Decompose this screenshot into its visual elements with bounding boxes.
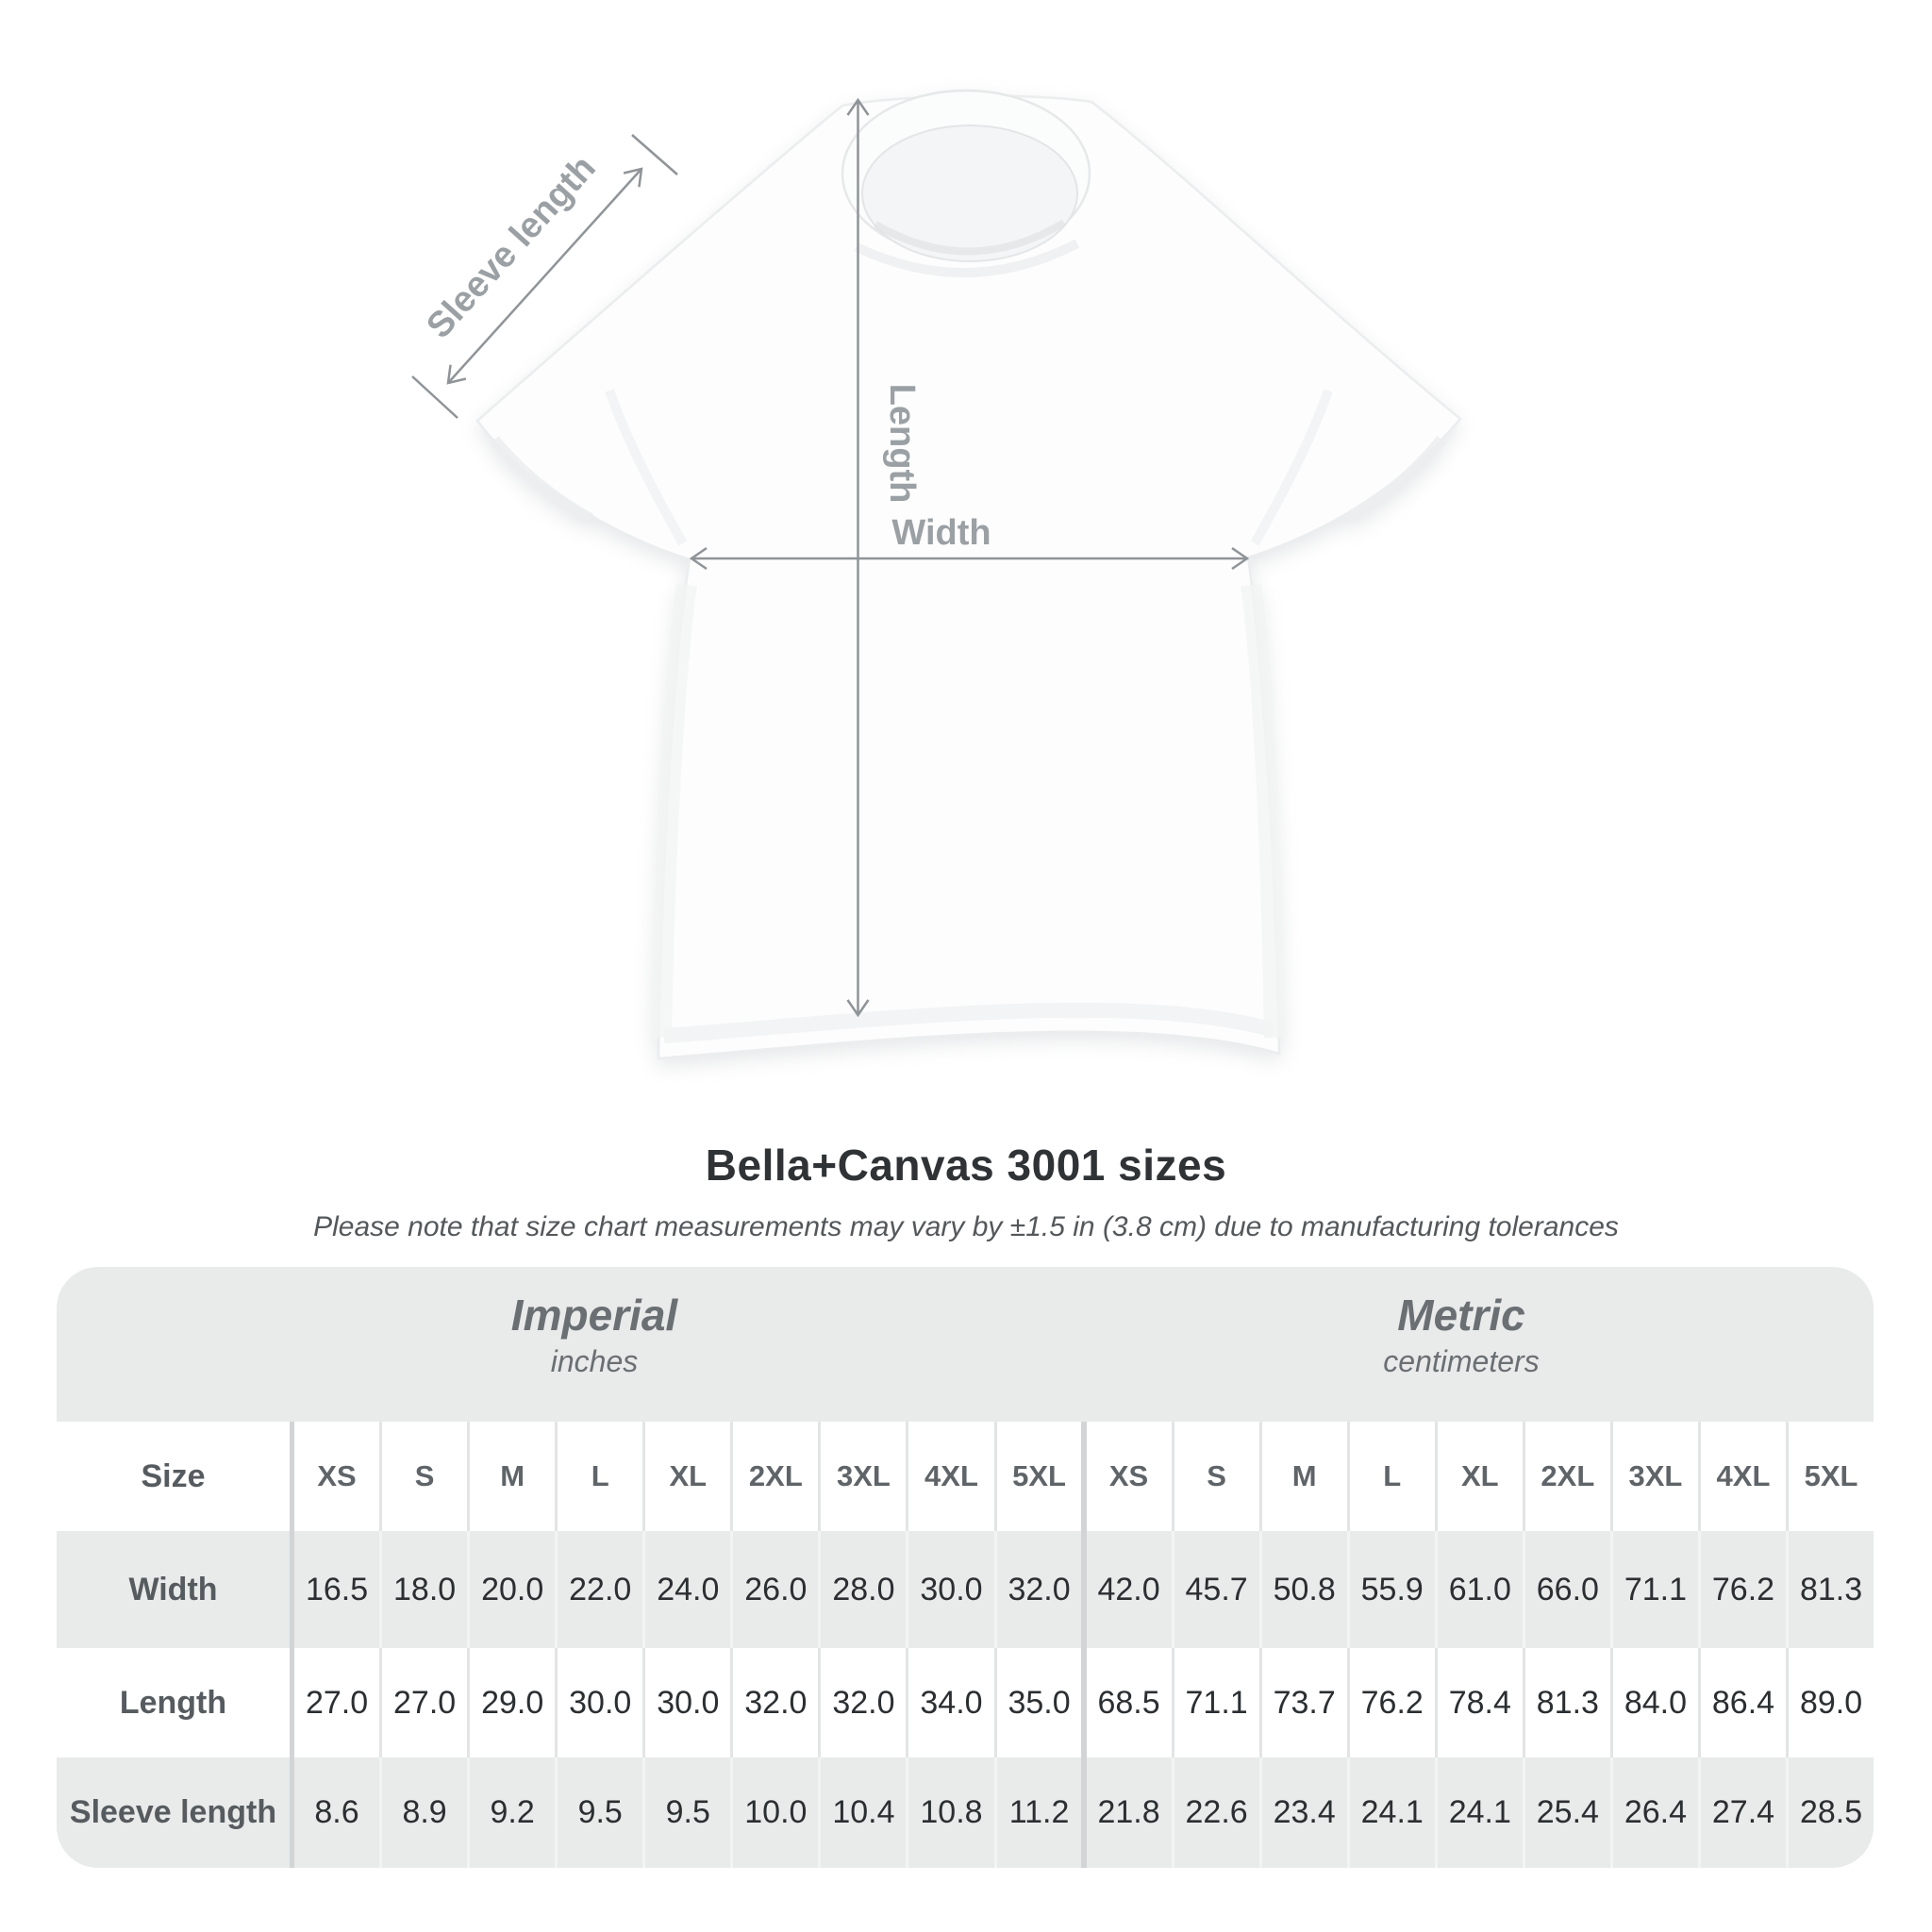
size-table (57, 1267, 1874, 1868)
row-label-width: Width (57, 1531, 290, 1648)
value-cell: 76.2 (1701, 1531, 1786, 1648)
value-cell: 81.3 (1789, 1531, 1874, 1648)
imperial-unit-header (511, 1290, 677, 1382)
size-header-cell: S (382, 1422, 467, 1531)
value-cell: 20.0 (470, 1531, 555, 1648)
value-cell: 86.4 (1701, 1648, 1786, 1757)
sleeve-arrow-start-tick (632, 135, 677, 175)
tolerance-note: Please note that size chart measurements may vary by ±1.5 in (3.8 cm) due to manufacturing tolerances (313, 1211, 1619, 1242)
value-cell: 32.0 (997, 1531, 1082, 1648)
width-row (57, 1531, 1874, 1648)
value-cell: 8.9 (382, 1757, 467, 1868)
length-row (57, 1648, 1874, 1757)
size-header-cell: XL (1438, 1422, 1523, 1531)
sleeve-metric-values (1087, 1757, 1874, 1868)
value-cell: 27.0 (382, 1648, 467, 1757)
value-cell: 32.0 (821, 1648, 906, 1757)
value-cell: 55.9 (1350, 1531, 1435, 1648)
value-cell: 76.2 (1350, 1648, 1435, 1757)
page-title: Bella+Canvas 3001 sizes (705, 1141, 1227, 1190)
value-cell: 78.4 (1438, 1648, 1523, 1757)
value-cell: 9.5 (558, 1757, 642, 1868)
value-cell: 26.4 (1613, 1757, 1698, 1868)
imperial-metric-divider (1081, 1422, 1087, 1868)
value-cell: 28.0 (821, 1531, 906, 1648)
value-cell: 35.0 (997, 1648, 1082, 1757)
value-cell: 22.0 (558, 1531, 642, 1648)
tshirt-illustration (477, 91, 1460, 1058)
metric-label: Metric (1397, 1291, 1525, 1340)
value-cell: 68.5 (1087, 1648, 1172, 1757)
imperial-label: Imperial (510, 1291, 678, 1340)
value-cell: 30.0 (908, 1531, 993, 1648)
imperial-size-headers (294, 1422, 1082, 1531)
value-cell: 61.0 (1438, 1531, 1523, 1648)
size-header-cell: 4XL (908, 1422, 993, 1531)
row-label-sleeve-length: Sleeve length (57, 1757, 290, 1868)
value-cell: 16.5 (294, 1531, 379, 1648)
value-cell: 8.6 (294, 1757, 379, 1868)
size-header-cell: XS (294, 1422, 379, 1531)
value-cell: 30.0 (558, 1648, 642, 1757)
value-cell: 28.5 (1789, 1757, 1874, 1868)
sleeve-dimension-label: Sleeve length (419, 147, 604, 346)
sleeve-imperial-values (294, 1757, 1082, 1868)
value-cell: 30.0 (645, 1648, 730, 1757)
value-cell: 84.0 (1613, 1648, 1698, 1757)
length-dimension-label: Length (882, 383, 922, 504)
value-cell: 26.0 (733, 1531, 818, 1648)
value-cell: 21.8 (1087, 1757, 1172, 1868)
value-cell: 27.0 (294, 1648, 379, 1757)
value-cell: 11.2 (997, 1757, 1082, 1868)
size-header-row (57, 1422, 1874, 1531)
size-header-cell: 3XL (821, 1422, 906, 1531)
value-cell: 10.0 (733, 1757, 818, 1868)
value-cell: 25.4 (1525, 1757, 1610, 1868)
unit-header-band (57, 1267, 1874, 1422)
value-cell: 9.5 (645, 1757, 730, 1868)
value-cell: 34.0 (908, 1648, 993, 1757)
size-header-cell: 2XL (1525, 1422, 1610, 1531)
value-cell: 45.7 (1174, 1531, 1259, 1648)
size-header-cell: M (1262, 1422, 1347, 1531)
value-cell: 81.3 (1525, 1648, 1610, 1757)
value-cell: 27.4 (1701, 1757, 1786, 1868)
length-imperial-values (294, 1648, 1082, 1757)
size-header-cell: 5XL (997, 1422, 1082, 1531)
size-header-cell: L (558, 1422, 642, 1531)
size-header-cell: 2XL (733, 1422, 818, 1531)
value-cell: 42.0 (1087, 1531, 1172, 1648)
size-header-cell: S (1174, 1422, 1259, 1531)
length-metric-values (1087, 1648, 1874, 1757)
width-dimension-label: Width (891, 513, 991, 553)
value-cell: 89.0 (1789, 1648, 1874, 1757)
value-cell: 73.7 (1262, 1648, 1347, 1757)
size-header-cell: M (470, 1422, 555, 1531)
value-cell: 23.4 (1262, 1757, 1347, 1868)
size-header-cell: XS (1087, 1422, 1172, 1531)
value-cell: 32.0 (733, 1648, 818, 1757)
metric-size-headers (1087, 1422, 1874, 1531)
value-cell: 24.0 (645, 1531, 730, 1648)
size-header-cell: 3XL (1613, 1422, 1698, 1531)
metric-unit-label: centimeters (1383, 1344, 1540, 1378)
size-header-cell: L (1350, 1422, 1435, 1531)
value-cell: 18.0 (382, 1531, 467, 1648)
value-cell: 71.1 (1174, 1648, 1259, 1757)
value-cell: 9.2 (470, 1757, 555, 1868)
sleeve-length-row (57, 1757, 1874, 1868)
value-cell: 66.0 (1525, 1531, 1610, 1648)
value-cell: 50.8 (1262, 1531, 1347, 1648)
value-cell: 24.1 (1438, 1757, 1523, 1868)
value-cell: 22.6 (1174, 1757, 1259, 1868)
size-header-cell: 5XL (1789, 1422, 1874, 1531)
metric-unit-header (1383, 1290, 1539, 1382)
size-column-label: Size (57, 1422, 290, 1531)
size-header-cell: 4XL (1701, 1422, 1786, 1531)
value-cell: 10.4 (821, 1757, 906, 1868)
value-cell: 29.0 (470, 1648, 555, 1757)
sleeve-arrow-end-tick (412, 376, 458, 418)
imperial-unit-label: inches (550, 1344, 639, 1378)
collar-opening (862, 125, 1077, 261)
size-header-cell: XL (645, 1422, 730, 1531)
value-cell: 71.1 (1613, 1531, 1698, 1648)
width-imperial-values (294, 1531, 1082, 1648)
value-cell: 24.1 (1350, 1757, 1435, 1868)
width-metric-values (1087, 1531, 1874, 1648)
value-cell: 10.8 (908, 1757, 993, 1868)
size-column-divider (290, 1422, 294, 1868)
row-label-length: Length (57, 1648, 290, 1757)
